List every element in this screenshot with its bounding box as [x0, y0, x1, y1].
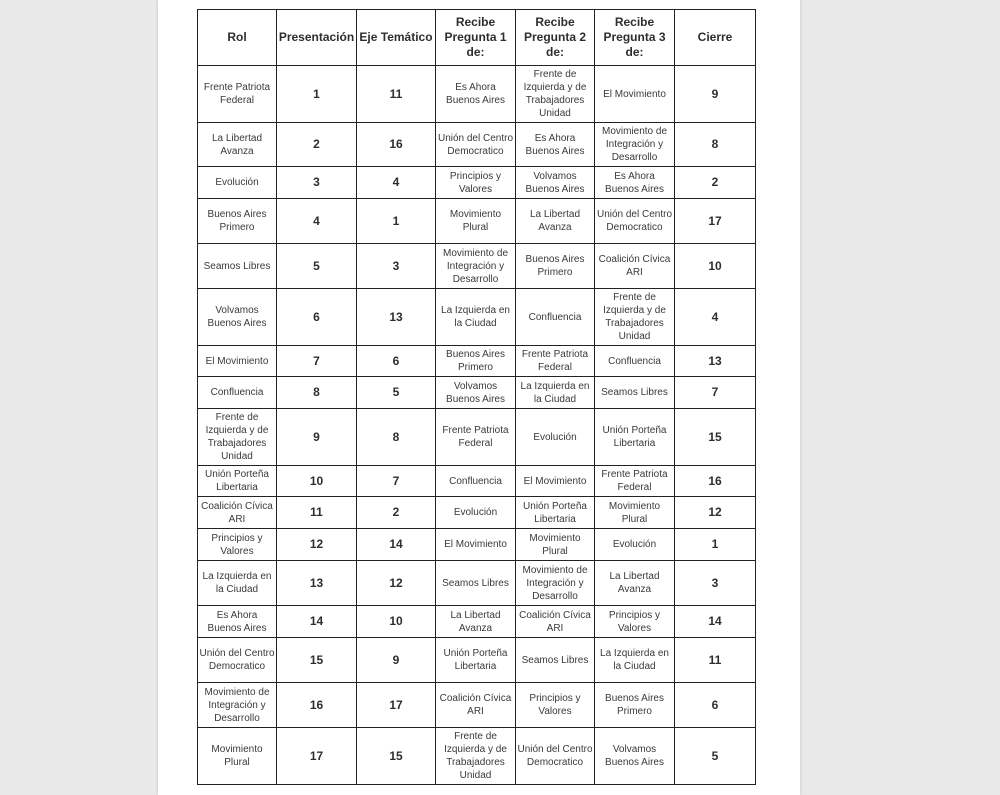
cell-pregunta-3: Confluencia	[595, 346, 675, 377]
cell-presentacion: 16	[277, 683, 357, 728]
cell-cierre: 4	[675, 289, 756, 346]
cell-rol: Movimiento de Integración y Desarrollo	[198, 683, 277, 728]
cell-rol: La Libertad Avanza	[198, 123, 277, 167]
table-row	[198, 123, 756, 167]
cell-pregunta-3: Unión del Centro Democratico	[595, 199, 675, 244]
cell-pregunta-3: Movimiento Plural	[595, 497, 675, 529]
cell-pregunta-1: Coalición Cívica ARI	[436, 683, 516, 728]
table-row	[198, 561, 756, 606]
cell-pregunta-1: Confluencia	[436, 466, 516, 497]
cell-eje-tematico: 3	[357, 244, 436, 289]
table-row	[198, 167, 756, 199]
cell-pregunta-2: Movimiento Plural	[516, 529, 595, 561]
cell-presentacion: 11	[277, 497, 357, 529]
cell-pregunta-3: La Izquierda en la Ciudad	[595, 638, 675, 683]
cell-pregunta-3: Frente Patriota Federal	[595, 466, 675, 497]
cell-pregunta-2: Confluencia	[516, 289, 595, 346]
cell-presentacion: 12	[277, 529, 357, 561]
cell-pregunta-3: Movimiento de Integración y Desarrollo	[595, 123, 675, 167]
cell-pregunta-3: Seamos Libres	[595, 377, 675, 409]
cell-pregunta-2: Frente de Izquierda y de Trabajadores Unidad	[516, 66, 595, 123]
cell-rol: La Izquierda en la Ciudad	[198, 561, 277, 606]
cell-rol: Coalición Cívica ARI	[198, 497, 277, 529]
cell-pregunta-1: Unión Porteña Libertaria	[436, 638, 516, 683]
cell-eje-tematico: 6	[357, 346, 436, 377]
cell-pregunta-3: Es Ahora Buenos Aires	[595, 167, 675, 199]
table-row	[198, 289, 756, 346]
cell-pregunta-1: La Izquierda en la Ciudad	[436, 289, 516, 346]
debate-schedule-table	[197, 9, 756, 785]
cell-pregunta-1: Volvamos Buenos Aires	[436, 377, 516, 409]
cell-pregunta-3: Volvamos Buenos Aires	[595, 728, 675, 785]
cell-pregunta-1: Es Ahora Buenos Aires	[436, 66, 516, 123]
cell-pregunta-3: Frente de Izquierda y de Trabajadores Unidad	[595, 289, 675, 346]
cell-eje-tematico: 11	[357, 66, 436, 123]
cell-presentacion: 15	[277, 638, 357, 683]
header-pregunta-1: Recibe Pregunta 1 de:	[436, 10, 516, 66]
table-row	[198, 638, 756, 683]
cell-pregunta-2: Evolución	[516, 409, 595, 466]
cell-rol: Buenos Aires Primero	[198, 199, 277, 244]
cell-eje-tematico: 10	[357, 606, 436, 638]
cell-pregunta-1: Unión del Centro Democratico	[436, 123, 516, 167]
cell-pregunta-1: Buenos Aires Primero	[436, 346, 516, 377]
cell-pregunta-2: Coalición Cívica ARI	[516, 606, 595, 638]
cell-presentacion: 9	[277, 409, 357, 466]
table-row	[198, 466, 756, 497]
cell-pregunta-3: Unión Porteña Libertaria	[595, 409, 675, 466]
cell-cierre: 12	[675, 497, 756, 529]
cell-eje-tematico: 14	[357, 529, 436, 561]
cell-cierre: 2	[675, 167, 756, 199]
cell-pregunta-2: Seamos Libres	[516, 638, 595, 683]
cell-eje-tematico: 4	[357, 167, 436, 199]
cell-presentacion: 14	[277, 606, 357, 638]
cell-cierre: 16	[675, 466, 756, 497]
table-row	[198, 409, 756, 466]
cell-cierre: 8	[675, 123, 756, 167]
table-row	[198, 377, 756, 409]
cell-cierre: 1	[675, 529, 756, 561]
cell-cierre: 11	[675, 638, 756, 683]
cell-presentacion: 1	[277, 66, 357, 123]
cell-eje-tematico: 2	[357, 497, 436, 529]
cell-presentacion: 8	[277, 377, 357, 409]
cell-cierre: 17	[675, 199, 756, 244]
table-row	[198, 529, 756, 561]
cell-rol: Principios y Valores	[198, 529, 277, 561]
header-cierre: Cierre	[675, 10, 756, 66]
cell-cierre: 6	[675, 683, 756, 728]
header-eje-tematico: Eje Temático	[357, 10, 436, 66]
cell-pregunta-3: El Movimiento	[595, 66, 675, 123]
cell-cierre: 9	[675, 66, 756, 123]
cell-pregunta-3: Principios y Valores	[595, 606, 675, 638]
cell-rol: Confluencia	[198, 377, 277, 409]
cell-cierre: 13	[675, 346, 756, 377]
table-body	[198, 66, 756, 785]
cell-cierre: 3	[675, 561, 756, 606]
cell-pregunta-3: Buenos Aires Primero	[595, 683, 675, 728]
cell-rol: Seamos Libres	[198, 244, 277, 289]
cell-eje-tematico: 17	[357, 683, 436, 728]
cell-presentacion: 6	[277, 289, 357, 346]
cell-eje-tematico: 9	[357, 638, 436, 683]
table-row	[198, 728, 756, 785]
table-header-row	[198, 10, 756, 66]
cell-pregunta-2: Unión Porteña Libertaria	[516, 497, 595, 529]
cell-rol: El Movimiento	[198, 346, 277, 377]
cell-eje-tematico: 7	[357, 466, 436, 497]
cell-presentacion: 10	[277, 466, 357, 497]
cell-presentacion: 2	[277, 123, 357, 167]
cell-pregunta-3: Evolución	[595, 529, 675, 561]
cell-cierre: 7	[675, 377, 756, 409]
cell-rol: Unión Porteña Libertaria	[198, 466, 277, 497]
cell-eje-tematico: 12	[357, 561, 436, 606]
header-pregunta-2: Recibe Pregunta 2 de:	[516, 10, 595, 66]
table-row	[198, 346, 756, 377]
cell-pregunta-1: Frente Patriota Federal	[436, 409, 516, 466]
cell-cierre: 14	[675, 606, 756, 638]
cell-pregunta-3: Coalición Cívica ARI	[595, 244, 675, 289]
cell-eje-tematico: 8	[357, 409, 436, 466]
cell-pregunta-2: Unión del Centro Democratico	[516, 728, 595, 785]
cell-pregunta-3: La Libertad Avanza	[595, 561, 675, 606]
cell-pregunta-2: Buenos Aires Primero	[516, 244, 595, 289]
table-row	[198, 683, 756, 728]
cell-rol: Evolución	[198, 167, 277, 199]
table-row	[198, 199, 756, 244]
table-row	[198, 244, 756, 289]
cell-cierre: 10	[675, 244, 756, 289]
cell-pregunta-1: El Movimiento	[436, 529, 516, 561]
cell-pregunta-1: Movimiento de Integración y Desarrollo	[436, 244, 516, 289]
cell-pregunta-2: La Libertad Avanza	[516, 199, 595, 244]
cell-rol: Volvamos Buenos Aires	[198, 289, 277, 346]
cell-presentacion: 13	[277, 561, 357, 606]
table-row	[198, 497, 756, 529]
cell-pregunta-2: Principios y Valores	[516, 683, 595, 728]
cell-cierre: 15	[675, 409, 756, 466]
table-row	[198, 66, 756, 123]
header-rol: Rol	[198, 10, 277, 66]
cell-pregunta-2: La Izquierda en la Ciudad	[516, 377, 595, 409]
cell-rol: Frente de Izquierda y de Trabajadores Unidad	[198, 409, 277, 466]
cell-pregunta-2: Movimiento de Integración y Desarrollo	[516, 561, 595, 606]
cell-rol: Movimiento Plural	[198, 728, 277, 785]
cell-eje-tematico: 13	[357, 289, 436, 346]
cell-presentacion: 3	[277, 167, 357, 199]
cell-cierre: 5	[675, 728, 756, 785]
cell-presentacion: 4	[277, 199, 357, 244]
document-page	[158, 0, 800, 795]
cell-pregunta-1: Movimiento Plural	[436, 199, 516, 244]
cell-presentacion: 7	[277, 346, 357, 377]
cell-pregunta-1: Seamos Libres	[436, 561, 516, 606]
cell-eje-tematico: 1	[357, 199, 436, 244]
cell-presentacion: 17	[277, 728, 357, 785]
table-row	[198, 606, 756, 638]
cell-pregunta-1: Principios y Valores	[436, 167, 516, 199]
cell-pregunta-1: La Libertad Avanza	[436, 606, 516, 638]
cell-eje-tematico: 16	[357, 123, 436, 167]
cell-pregunta-1: Frente de Izquierda y de Trabajadores Unidad	[436, 728, 516, 785]
cell-pregunta-1: Evolución	[436, 497, 516, 529]
cell-rol: Unión del Centro Democratico	[198, 638, 277, 683]
cell-presentacion: 5	[277, 244, 357, 289]
header-presentacion: Presentación	[277, 10, 357, 66]
cell-eje-tematico: 5	[357, 377, 436, 409]
cell-rol: Frente Patriota Federal	[198, 66, 277, 123]
cell-pregunta-2: Es Ahora Buenos Aires	[516, 123, 595, 167]
cell-pregunta-2: Frente Patriota Federal	[516, 346, 595, 377]
header-pregunta-3: Recibe Pregunta 3 de:	[595, 10, 675, 66]
cell-pregunta-2: Volvamos Buenos Aires	[516, 167, 595, 199]
cell-pregunta-2: El Movimiento	[516, 466, 595, 497]
cell-eje-tematico: 15	[357, 728, 436, 785]
cell-rol: Es Ahora Buenos Aires	[198, 606, 277, 638]
